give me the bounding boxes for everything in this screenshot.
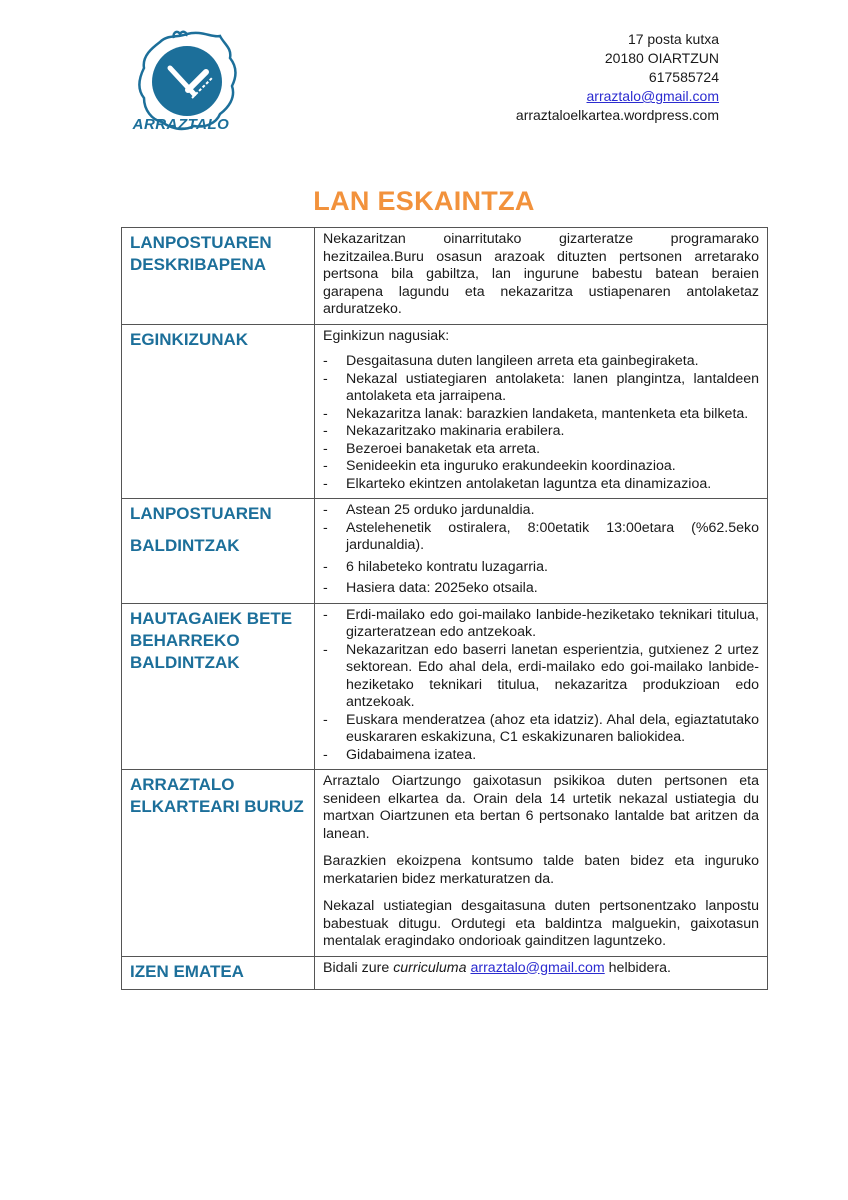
list-item: - Gidabaimena izatea. — [323, 747, 759, 765]
list-item: - Astean 25 orduko jardunaldia. — [323, 502, 759, 520]
conditions-list — [323, 502, 759, 598]
row-content-about — [315, 770, 768, 957]
apply-text-post: helbidera. — [604, 959, 671, 976]
list-item: - 6 hilabeteko kontratu luzagarria. — [323, 559, 759, 577]
tasks-list — [323, 353, 759, 493]
row-content-description — [315, 228, 768, 325]
spacer — [323, 888, 759, 898]
contact-address-line2: 20180 OIARTZUN — [604, 50, 719, 66]
list-item: - Astelehenetik ostiralera, 8:00etatik 13:00etara (%62.5eko jardunaldia). — [323, 520, 759, 555]
list-item: - Nekazaritzan edo baserri lanetan esperientzia, gutxienez 2 urtez sektorean. Edo ahal dela, erdi-mailako edo goi-mailako lanbide-heziketako teknikari titulua, nekazaritza produkzioan edo antzekoak. — [323, 642, 759, 712]
spacer — [323, 345, 759, 353]
row-label-requirements: HAUTAGAIEK BETE BEHARREKO BALDINTZAK — [122, 603, 315, 770]
spacer — [323, 843, 759, 853]
row-label-description: LANPOSTUAREN DESKRIBAPENA — [122, 228, 315, 325]
contact-email-link[interactable]: arraztalo@gmail.com — [586, 88, 719, 104]
table-row-conditions — [122, 499, 768, 604]
list-item: - Euskara menderatzea (ahoz eta idatziz). Ahal dela, egiaztatutako euskararen eskakizuna, C1 eskakizunaren baliokidea. — [323, 712, 759, 747]
list-item: - Nekazaritzako makinaria erabilera. — [323, 423, 759, 441]
table-row-description — [122, 228, 768, 325]
job-offer-table — [121, 227, 768, 990]
apply-text-pre: Bidali zure — [323, 959, 394, 976]
row-content-requirements — [315, 603, 768, 770]
page-title: LAN ESKAINTZA — [313, 186, 535, 216]
row-label-tasks: EGINKIZUNAK — [122, 324, 315, 499]
list-item: - Nekazaritza lanak: barazkien landaketa, mantenketa eta bilketa. — [323, 406, 759, 424]
row-content-tasks — [315, 324, 768, 499]
conditions-label-line2: BALDINTZAK — [130, 536, 240, 555]
row-label-apply: IZEN EMATEA — [122, 956, 315, 989]
row-content-apply — [315, 956, 768, 989]
list-item: - Elkarteko ekintzen antolaketan laguntza eta dinamizazioa. — [323, 476, 759, 494]
row-label-conditions — [122, 499, 315, 604]
table-row-apply — [122, 956, 768, 989]
contact-address-line1: 17 posta kutxa — [627, 31, 719, 47]
list-item: - Desgaitasuna duten langileen arreta eta gainbegiraketa. — [323, 353, 759, 371]
contact-block — [516, 30, 719, 125]
table-row-requirements — [122, 603, 768, 770]
tasks-intro: Eginkizun nagusiak: — [323, 327, 450, 344]
contact-phone: 617585724 — [648, 69, 719, 85]
contact-website: arraztaloelkartea.wordpress.com — [515, 107, 719, 123]
list-item: - Nekazal ustiategiaren antolaketa: lanen plangintza, lantaldeen antolaketa eta jarraipena. — [323, 371, 759, 406]
table-row-about — [122, 770, 768, 957]
list-item: - Hasiera data: 2025eko otsaila. — [323, 580, 759, 598]
list-item: - Bezeroei banaketak eta arreta. — [323, 441, 759, 459]
apply-email-link[interactable]: arraztalo@gmail.com — [470, 959, 605, 976]
row-label-about: ARRAZTALO ELKARTEARI BURUZ — [122, 770, 315, 957]
row-content-conditions — [315, 499, 768, 604]
description-text: Nekazaritzan oinarritutako gizarteratze programarako hezitzailea.Buru osasun arazoak dituzten pertsonen arretarako pertsona bila gabiltza, lan ingurune babestu batean beraien garapena lagundu eta nekazaritza ustiapenaren antolaketaz arduratzeko. — [323, 231, 759, 317]
list-item: - Erdi-mailako edo goi-mailako lanbide-heziketako teknikari titulua, gizarteratzean edo antzekoak. — [323, 607, 759, 642]
list-item: - Senideekin eta inguruko erakundeekin koordinazioa. — [323, 458, 759, 476]
about-paragraph-3: Nekazal ustiategian desgaitasuna duten pertsonentzako lanpostu babestuak ditugu. Ordutegi eta baldintza malguekin, gaixotasun mentalak eragindako ondorioak gainditzen laguntzeko. — [323, 898, 759, 949]
conditions-label-line1: LANPOSTUAREN — [130, 504, 272, 523]
apply-text-italic: curriculuma — [393, 959, 467, 976]
brand-name: ARRAZTALO — [132, 116, 230, 133]
table-row-tasks — [122, 324, 768, 499]
requirements-list — [323, 607, 759, 765]
about-paragraph-1: Arraztalo Oiartzungo gaixotasun psikikoa duten pertsonen eta senideen elkartea da. Orain dela 14 urtetik nekazal ustiategia du martxan Oiartzunen eta bertan 6 pertsonako lantalde bat aritzen da lanean. — [323, 773, 759, 842]
about-paragraph-2: Barazkien ekoizpena kontsumo talde baten bidez eta inguruko merkatarien bidez merkaturatzen da. — [323, 853, 759, 887]
